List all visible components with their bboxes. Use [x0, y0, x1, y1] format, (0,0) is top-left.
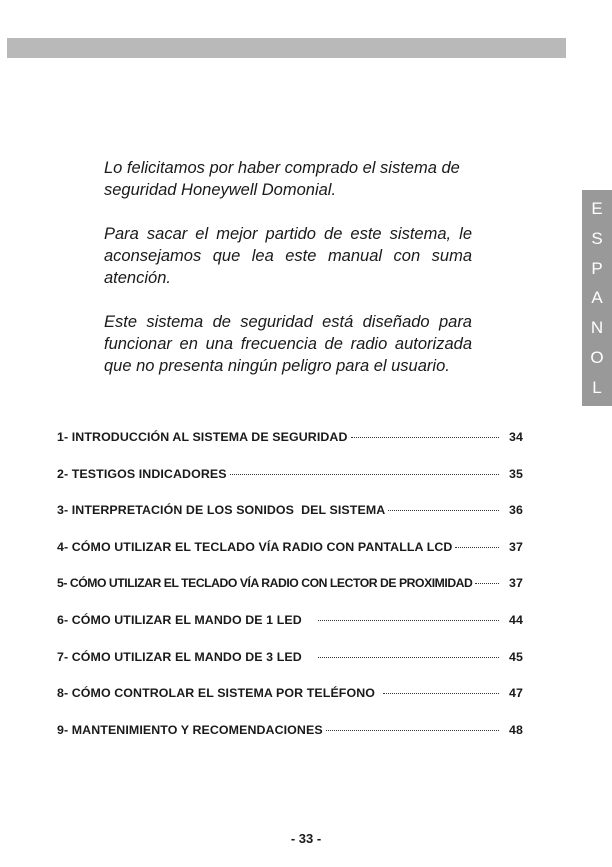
toc-leader-dots: [383, 693, 499, 694]
toc-entry-page: 37: [509, 539, 523, 554]
toc-entry-page: 36: [509, 503, 523, 518]
toc-entry[interactable]: [57, 467, 523, 504]
toc-entry[interactable]: [57, 686, 523, 723]
toc-entry-title: 8- CÓMO CONTROLAR EL SISTEMA POR TELÉFONO: [57, 686, 376, 701]
toc-entry[interactable]: [57, 613, 523, 650]
toc-entry[interactable]: [57, 576, 523, 613]
toc-entry[interactable]: [57, 430, 523, 467]
toc-entry-page: 44: [509, 612, 523, 627]
toc-leader-dots: [318, 657, 499, 658]
toc-entry-page: 35: [509, 466, 523, 481]
toc-entry-title: 9- MANTENIMIENTO Y RECOMENDACIONES: [57, 722, 323, 737]
language-tab-letter: N: [590, 318, 604, 338]
language-tab-letter: L: [592, 377, 602, 397]
intro-paragraph: Lo felicitamos por haber comprado el sistema de seguridad Honeywell Domonial.: [104, 159, 460, 199]
toc-entry-title: 5- CÓMO UTILIZAR EL TECLADO VÍA RADIO CON LECTOR DE PROXIMIDAD: [57, 576, 473, 591]
toc-entry-title: 1- INTRODUCCIÓN AL SISTEMA DE SEGURIDAD: [57, 430, 348, 444]
toc-leader-dots: [318, 620, 499, 621]
language-tab: [582, 190, 612, 406]
toc-leader-dots: [475, 583, 499, 584]
language-tab-letter: S: [591, 229, 603, 249]
intro-text: [104, 157, 472, 399]
toc-leader-dots: [388, 510, 499, 511]
toc-entry-page: 47: [509, 686, 523, 701]
header-bar: [7, 38, 566, 58]
language-tab-letter: E: [591, 199, 603, 219]
toc-entry-page: 45: [509, 649, 523, 664]
toc-entry-page: 48: [509, 722, 523, 737]
toc-entry-title: 3- INTERPRETACIÓN DE LOS SONIDOS DEL SISTEMA: [57, 503, 386, 518]
intro-paragraph: Este sistema de seguridad está diseñado para funcionar en una frecuencia de radio autorizada que no presenta ningún peligro para el usuario.: [104, 313, 472, 375]
toc-entry[interactable]: [57, 723, 523, 760]
intro-paragraph: Para sacar el mejor partido de este sistema, le aconsejamos que lea este manual con suma atención.: [104, 225, 472, 287]
toc-entry-title: 4- CÓMO UTILIZAR EL TECLADO VÍA RADIO CON PANTALLA LCD: [57, 539, 453, 554]
toc-leader-dots: [351, 437, 499, 438]
toc-entry[interactable]: [57, 650, 523, 687]
page-number: - 33 -: [290, 831, 322, 846]
language-tab-letter: O: [590, 347, 604, 367]
toc-entry[interactable]: [57, 503, 523, 540]
toc-entry-title: 6- CÓMO UTILIZAR EL MANDO DE 1 LED: [57, 612, 302, 627]
toc-entry-title: 2- TESTIGOS INDICADORES: [57, 466, 227, 481]
language-tab-letter: A: [591, 288, 603, 308]
toc-entry[interactable]: [57, 540, 523, 577]
language-tab-letter: P: [591, 258, 603, 278]
toc-leader-dots: [326, 730, 499, 731]
toc-leader-dots: [455, 547, 499, 548]
toc-entry-title: 7- CÓMO UTILIZAR EL MANDO DE 3 LED: [57, 649, 302, 664]
table-of-contents: [57, 430, 523, 759]
toc-entry-page: 34: [509, 430, 523, 444]
toc-entry-page: 37: [509, 576, 523, 591]
toc-leader-dots: [230, 474, 499, 475]
